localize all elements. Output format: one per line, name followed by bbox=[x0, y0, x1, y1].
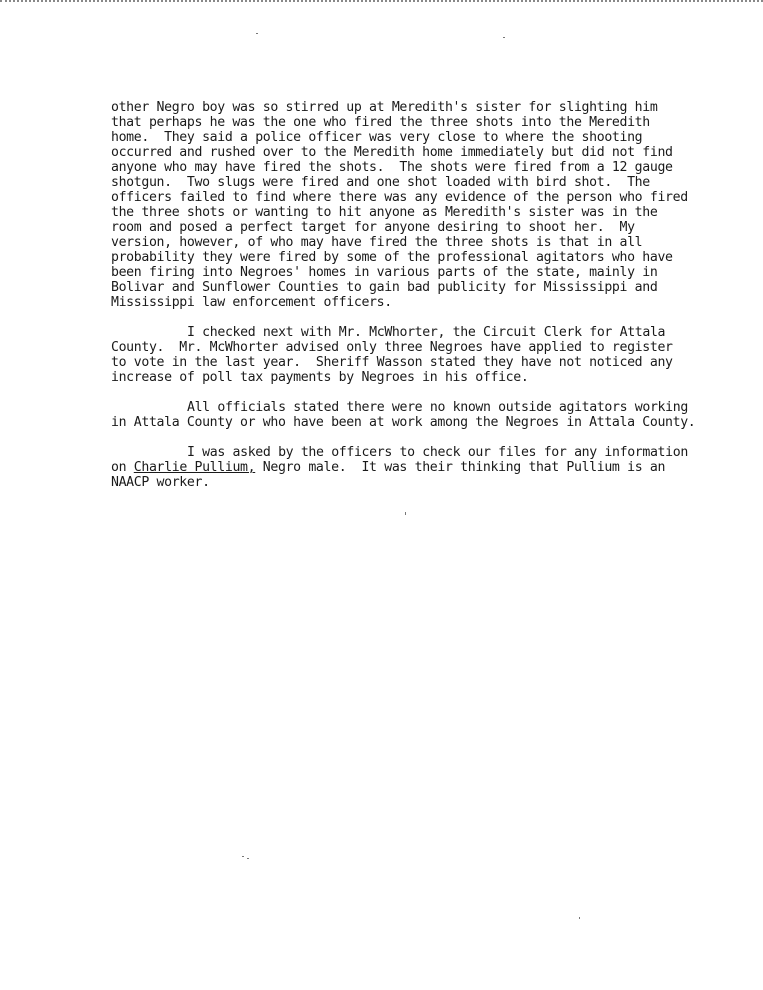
paragraph-1 bbox=[111, 100, 711, 310]
text-line: in Attala County or who have been at work among the Negroes in Attala County. bbox=[111, 415, 696, 430]
text-line: room and posed a perfect target for anyone desiring to shoot her. My bbox=[111, 220, 635, 235]
text-line: occurred and rushed over to the Meredith home immediately but did not find bbox=[111, 145, 673, 160]
text-line: I was asked by the officers to check our files for any information bbox=[187, 445, 688, 460]
text-line: that perhaps he was the one who fired the three shots into the Meredith bbox=[111, 115, 650, 130]
paragraph-spacer bbox=[111, 385, 711, 400]
text-line: probability they were fired by some of the professional agitators who have bbox=[111, 250, 673, 265]
text-line: NAACP worker. bbox=[111, 475, 210, 490]
scan-speck bbox=[405, 512, 406, 515]
document-body bbox=[111, 100, 711, 490]
text-line: anyone who may have fired the shots. The shots were fired from a 12 gauge bbox=[111, 160, 673, 175]
text-line: All officials stated there were no known outside agitators working bbox=[187, 400, 688, 415]
paragraph-spacer bbox=[111, 430, 711, 445]
text-line: the three shots or wanting to hit anyone as Meredith's sister was in the bbox=[111, 205, 658, 220]
text-line: I checked next with Mr. McWhorter, the Circuit Clerk for Attala bbox=[187, 325, 666, 340]
paragraph-spacer bbox=[111, 310, 711, 325]
page-top-edge bbox=[0, 0, 763, 6]
underlined-name: Charlie Pullium, bbox=[133, 460, 256, 475]
text-line: increase of poll tax payments by Negroes in his office. bbox=[111, 370, 529, 385]
scan-speck bbox=[247, 858, 249, 859]
scan-speck bbox=[242, 856, 244, 857]
text-line: other Negro boy was so stirred up at Meredith's sister for slighting him bbox=[111, 100, 658, 115]
scan-speck bbox=[579, 917, 580, 919]
text-line: officers failed to find where there was any evidence of the person who fired bbox=[111, 190, 688, 205]
text-line: to vote in the last year. Sheriff Wasson stated they have not noticed any bbox=[111, 355, 673, 370]
text-line: version, however, of who may have fired the three shots is that in all bbox=[111, 235, 643, 250]
paragraph-2 bbox=[111, 325, 711, 385]
text-line: shotgun. Two slugs were fired and one shot loaded with bird shot. The bbox=[111, 175, 650, 190]
text-fragment: Negro male. It was their thinking that Pullium is an bbox=[255, 460, 666, 475]
text-line: Mississippi law enforcement officers. bbox=[111, 295, 392, 310]
text-line: County. Mr. McWhorter advised only three Negroes have applied to register bbox=[111, 340, 673, 355]
scan-speck bbox=[503, 37, 505, 38]
scan-speck bbox=[256, 33, 258, 34]
paragraph-3 bbox=[111, 400, 711, 430]
text-line: been firing into Negroes' homes in various parts of the state, mainly in bbox=[111, 265, 658, 280]
paragraph-4 bbox=[111, 445, 711, 490]
text-fragment: on bbox=[111, 460, 134, 475]
text-line bbox=[111, 460, 711, 475]
text-line: home. They said a police officer was very close to where the shooting bbox=[111, 130, 643, 145]
text-line: Bolivar and Sunflower Counties to gain bad publicity for Mississippi and bbox=[111, 280, 658, 295]
